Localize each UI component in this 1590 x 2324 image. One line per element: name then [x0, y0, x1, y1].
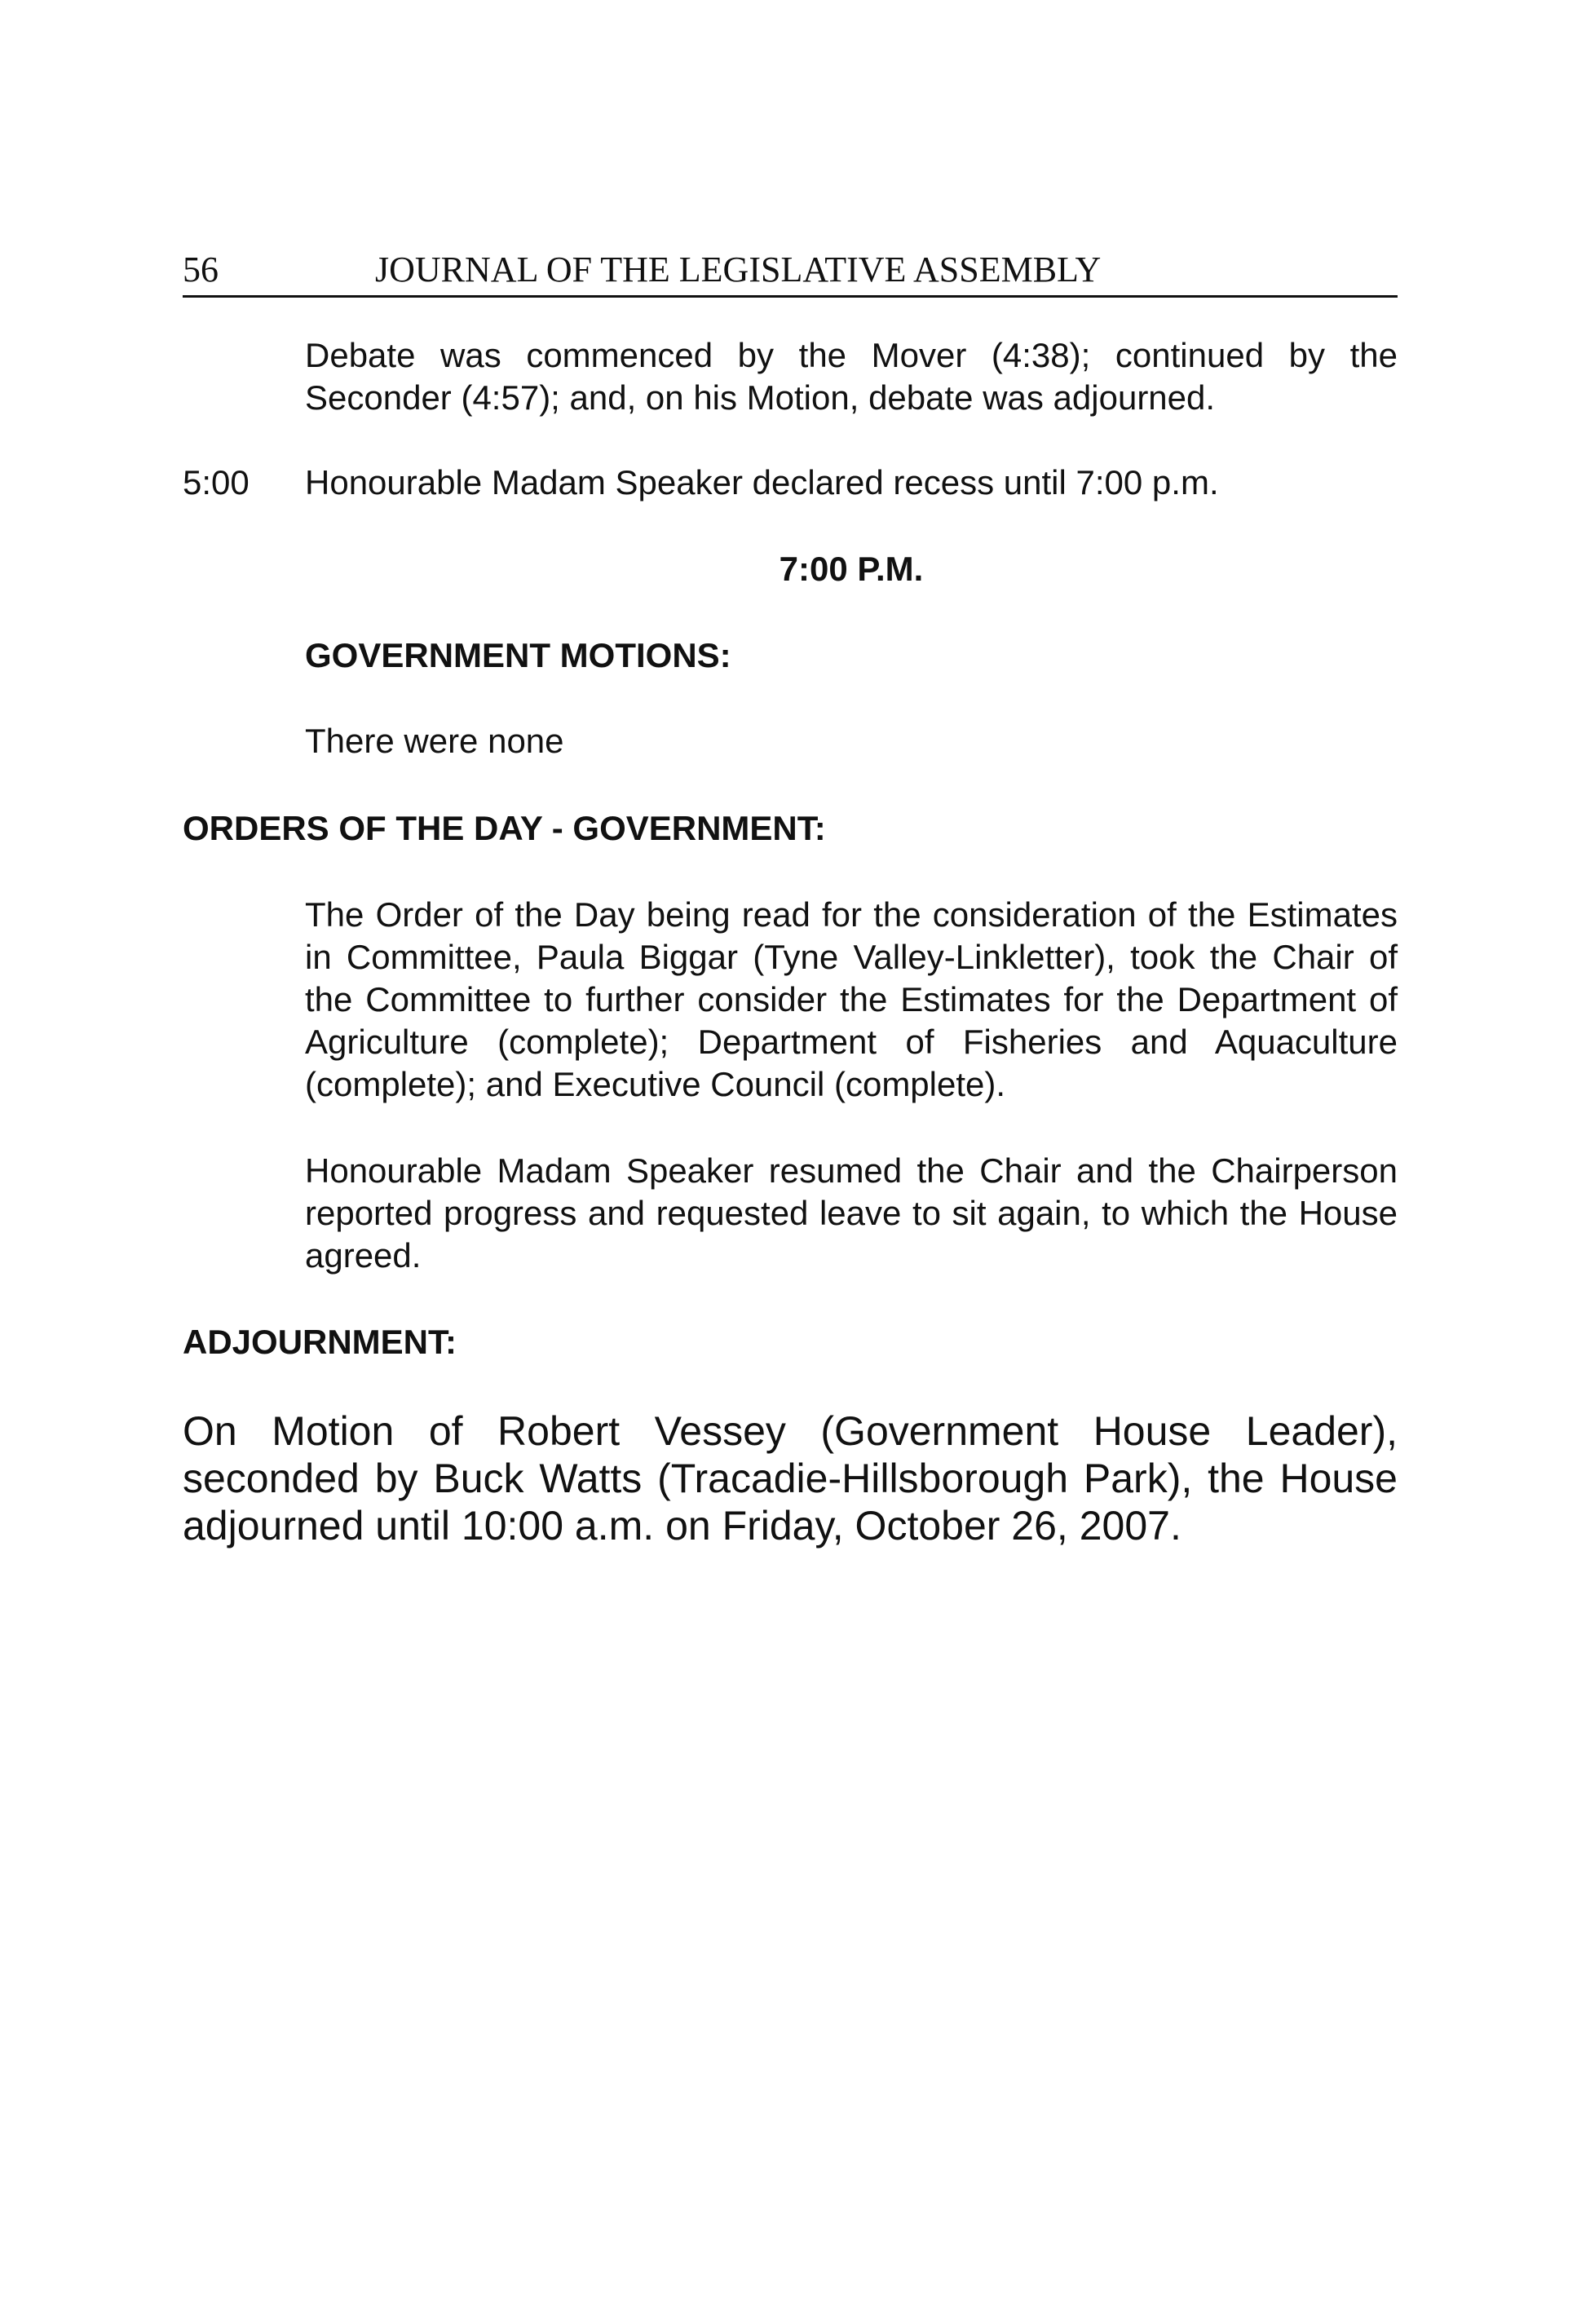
recess-text: Honourable Madam Speaker declared recess until 7:00 p.m.	[305, 463, 1219, 501]
government-motions-heading: GOVERNMENT MOTIONS:	[305, 636, 731, 674]
recess-time: 5:00	[183, 463, 250, 501]
orders-of-the-day-heading: ORDERS OF THE DAY - GOVERNMENT:	[183, 809, 826, 847]
government-motions-text: There were none	[305, 722, 564, 760]
journal-title: JOURNAL OF THE LEGISLATIVE ASSEMBLY	[375, 250, 1102, 289]
page-number: 56	[183, 250, 219, 289]
adjournment-text: On Motion of Robert Vessey (Government House Leader), seconded by Buck Watts (Tracadie-Hillsborough Park), the House adjourned until 10:00 a.m. on Friday, October 26, 2007.	[183, 1408, 1398, 1549]
adjournment-heading: ADJOURNMENT:	[183, 1323, 457, 1361]
orders-paragraph-2: Honourable Madam Speaker resumed the Chair and the Chairperson reported progress and requested leave to sit again, to which the House agreed.	[305, 1151, 1398, 1275]
orders-paragraph-1: The Order of the Day being read for the consideration of the Estimates in Committee, Paula Biggar (Tyne Valley-Linkletter), took the Chair of the Committee to further consider the Estimates for the Department of Agriculture (complete); Department of Fisheries and Aquaculture (complete); and Executive Council (complete).	[305, 895, 1398, 1103]
page-header	[183, 245, 1398, 298]
debate-paragraph: Debate was commenced by the Mover (4:38); continued by the Seconder (4:57); and, on his Motion, debate was adjourned.	[305, 336, 1398, 417]
evening-session-time: 7:00 P.M.	[779, 550, 924, 588]
